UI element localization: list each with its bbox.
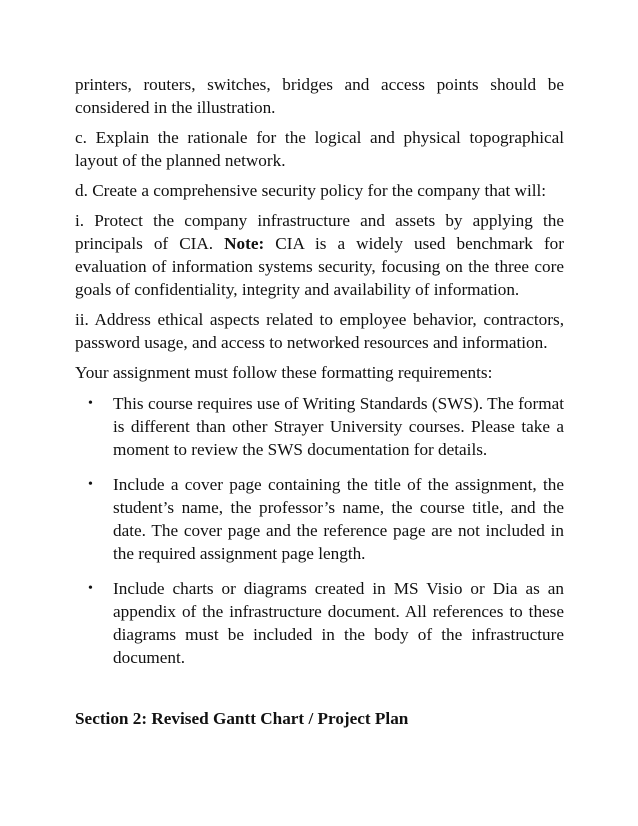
cia-text-after: CIA is a widely used benchmark for evaluation of information systems security, focusing on the three core goals of confidentiality, integrity and availability of information. bbox=[75, 234, 564, 299]
paragraph-layout-rationale: c. Explain the rationale for the logical and physical topographical layout of the planned network. bbox=[75, 128, 564, 170]
bullet-marker: • bbox=[88, 581, 93, 596]
section-heading: Section 2: Revised Gantt Chart / Project Plan bbox=[75, 709, 409, 728]
paragraph-cia bbox=[75, 209, 564, 301]
list-item-text: Include a cover page containing the title of the assignment, the student’s name, the professor’s name, the course title, and the date. The cover page and the reference page are not included in the required assignment page length. bbox=[113, 475, 564, 563]
list-item-text: Include charts or diagrams created in MS Visio or Dia as an appendix of the infrastructure document. All references to these diagrams must be included in the body of the infrastructure document. bbox=[113, 579, 564, 667]
cia-text-before: i. Protect the company infrastructure and assets by applying the principals of CIA. bbox=[75, 211, 564, 253]
paragraph-security-policy: d. Create a comprehensive security policy for the company that will: bbox=[75, 181, 547, 200]
list-item bbox=[75, 473, 564, 565]
note-label: Note: bbox=[224, 234, 265, 253]
bullet-marker: • bbox=[88, 477, 93, 492]
list-item bbox=[75, 392, 564, 461]
document-page bbox=[75, 73, 564, 737]
paragraph-ethics: ii. Address ethical aspects related to employee behavior, contractors, password usage, and access to networked resources and information. bbox=[75, 310, 564, 352]
requirements-intro: Your assignment must follow these formatting requirements: bbox=[75, 363, 493, 382]
paragraph-network-devices: printers, routers, switches, bridges and access points should be considered in the illustration. bbox=[75, 75, 564, 117]
list-item bbox=[75, 577, 564, 669]
bullet-marker: • bbox=[88, 396, 93, 411]
list-item-text: This course requires use of Writing Standards (SWS). The format is different than other Strayer University courses. Please take a moment to review the SWS documentation for details. bbox=[113, 394, 564, 459]
requirements-list bbox=[75, 392, 564, 669]
